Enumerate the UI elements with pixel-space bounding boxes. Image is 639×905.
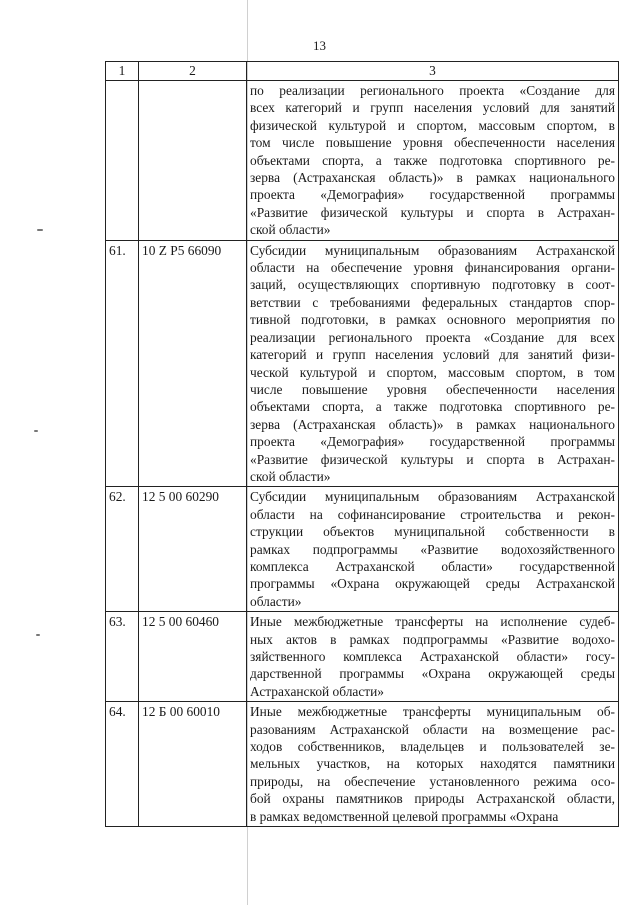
table-row (106, 487, 619, 612)
description-line: бой охраны памятников природы Астраханской области, (250, 791, 615, 807)
description-line: Астраханской области» (250, 683, 384, 699)
description-line: заций, осуществляющих спортивную подготовку в соот- (250, 277, 615, 293)
description-line: ходов собственников, владельцев и пользователей зе- (250, 739, 615, 755)
description-line: Субсидии муниципальным образованиям Астраханской (250, 489, 615, 505)
description-line: реализации регионального проекта «Создание для всех (250, 329, 615, 345)
description-line: ных актов в рамках подпрограммы «Развитие водохо- (250, 631, 615, 647)
description-line: природы, на обеспечение установленного режима осо- (250, 773, 615, 789)
budget-codes-table (105, 61, 619, 827)
description-line: проекта «Демография» государственной программы (250, 434, 615, 450)
description-line: том числе повышение уровня обеспеченности населения (250, 135, 615, 151)
expense-description (247, 487, 619, 612)
description-line: струкции объектов муниципальной собственности в (250, 524, 615, 540)
description-line: по реализации регионального проекта «Создание для (250, 83, 615, 98)
description-line: «Развитие физической культуры и спорта в Астрахан- (250, 451, 615, 467)
row-number: 64. (106, 702, 139, 827)
description-line: проекта «Демография» государственной программы (250, 187, 615, 203)
description-line: в рамках ведомственной целевой программы «Охрана (250, 808, 559, 824)
table-row (106, 240, 619, 487)
description-line: мельных участков, на которых находятся памятники (250, 756, 615, 772)
description-line: Субсидии муниципальным образованиям Астраханской (250, 242, 615, 258)
table-header-row (106, 62, 619, 81)
page-number: 13 (313, 38, 326, 53)
expense-description (247, 702, 619, 827)
description-line: ческой культурой и спортом, массовым спортом, в том (250, 364, 615, 380)
expense-description (247, 240, 619, 487)
description-line: комплекса Астраханской области» государственной (250, 558, 615, 574)
description-line: объектами спорта, а также подготовка спортивного ре- (250, 399, 615, 415)
row-number: 63. (106, 612, 139, 702)
row-number: 62. (106, 487, 139, 612)
description-line: разованиям Астраханской области на возмещение рас- (250, 721, 615, 737)
description-line: Иные межбюджетные трансферты муниципальным об- (250, 704, 615, 720)
description-line: физической культурой и спортом, массовым спортом, в (250, 117, 615, 133)
column-header-1: 1 (106, 62, 139, 81)
description-line: числе повышение уровня обеспеченности населения (250, 381, 615, 397)
description-line: всех категорий и групп населения условий для занятий (250, 100, 615, 116)
scan-speck (34, 430, 38, 432)
description-line: категорий и групп населения условий для занятий физи- (250, 347, 615, 363)
table-row (106, 81, 619, 241)
expense-description (247, 612, 619, 702)
column-header-3: 3 (247, 62, 619, 81)
description-line: зерва (Астраханская область)» в рамках национального (250, 416, 615, 432)
description-line: области на софинансирование строительства и рекон- (250, 506, 615, 522)
description-line: Иные межбюджетные трансферты на исполнение судеб- (250, 614, 615, 630)
description-line: зерва (Астраханская область)» в рамках национального (250, 170, 615, 186)
description-line: объектами спорта, а также подготовка спортивного ре- (250, 152, 615, 168)
budget-code: 12 Б 00 60010 (139, 702, 247, 827)
scan-speck (36, 634, 40, 636)
row-number: 61. (106, 240, 139, 487)
scan-speck (37, 229, 43, 231)
description-line: тивной подготовки, в рамках основного мероприятия по (250, 312, 615, 328)
expense-description (247, 81, 619, 241)
row-number (106, 81, 139, 241)
table-row (106, 612, 619, 702)
budget-code (139, 81, 247, 241)
column-header-2: 2 (139, 62, 247, 81)
description-line: дарственной программы «Охрана окружающей среды (250, 666, 615, 682)
description-line: области на обеспечение уровня финансирования органи- (250, 260, 615, 276)
description-line: области» (250, 593, 302, 609)
budget-code: 10 Z P5 66090 (139, 240, 247, 487)
description-line: ской области» (250, 468, 331, 484)
description-line: «Развитие физической культуры и спорта в Астрахан- (250, 204, 615, 220)
description-line: зяйственного комплекса Астраханской области» госу- (250, 649, 615, 664)
description-line: ветствии с требованиями федеральных стандартов спор- (250, 294, 615, 310)
description-line: программы «Охрана окружающей среды Астраханской (250, 576, 615, 592)
description-line: рамках подпрограммы «Развитие водохозяйственного (250, 541, 615, 557)
table-row (106, 702, 619, 827)
budget-code: 12 5 00 60460 (139, 612, 247, 702)
budget-code: 12 5 00 60290 (139, 487, 247, 612)
description-line: ской области» (250, 222, 331, 238)
